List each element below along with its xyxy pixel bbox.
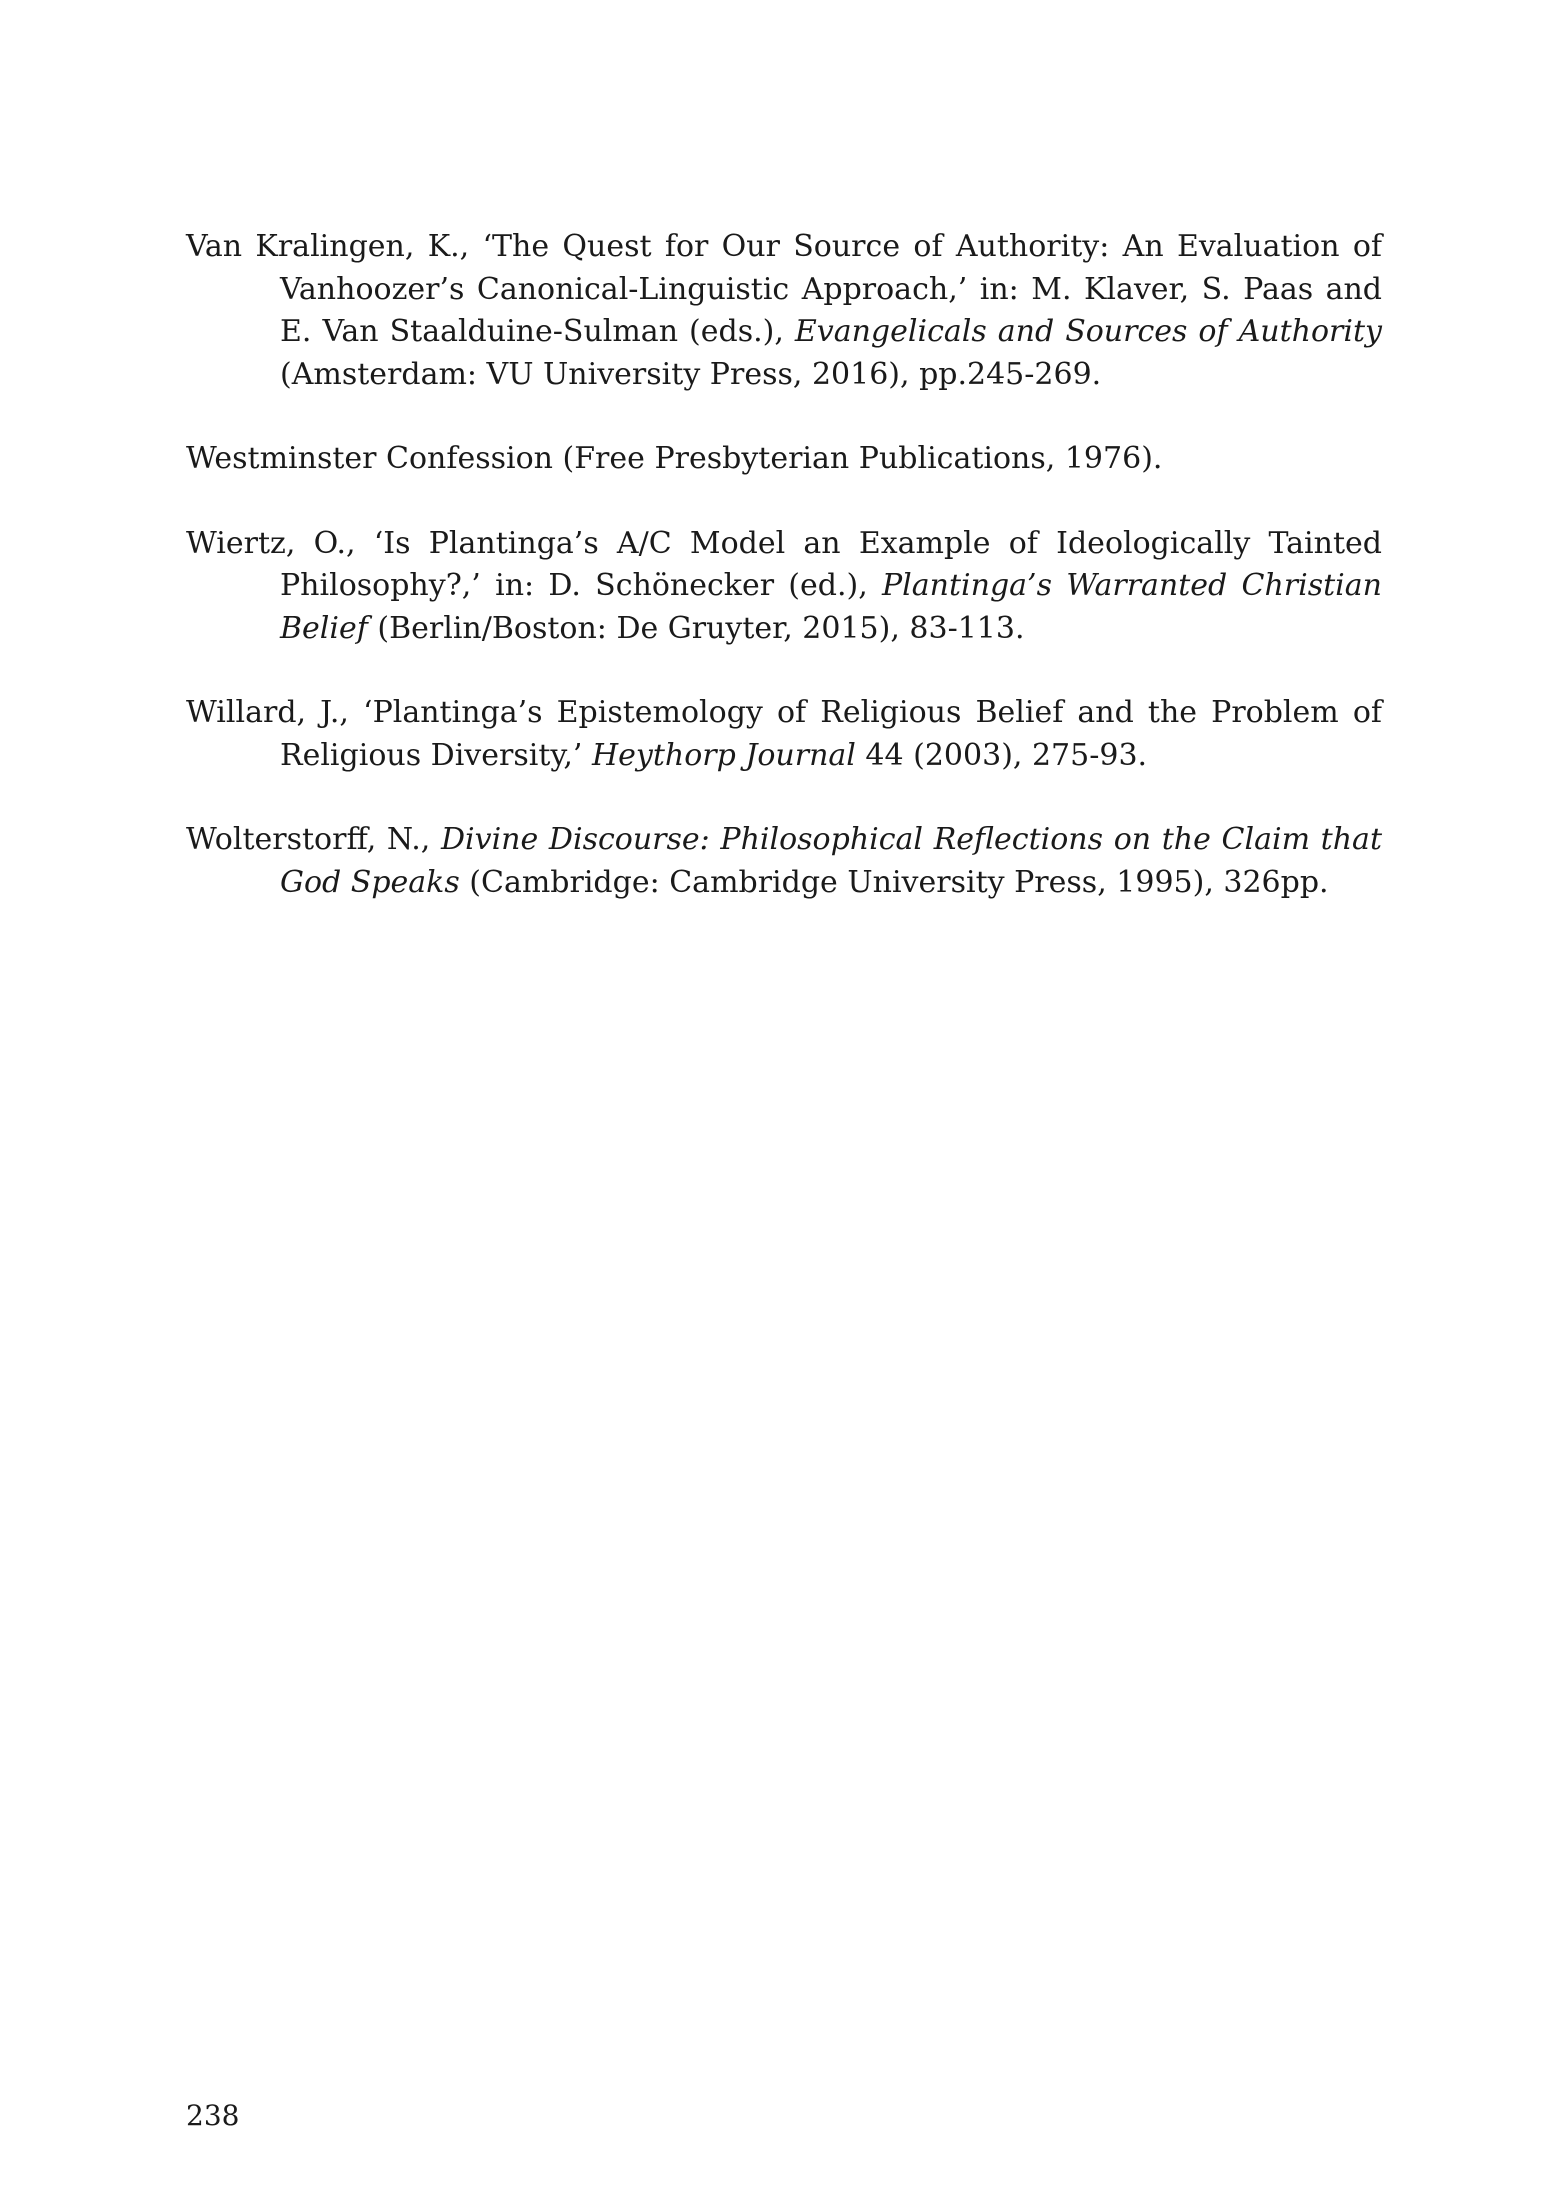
entry-title: Evangelicals and Sources of Authority (794, 314, 1382, 349)
entry-title: Divine Discourse: Philosophical Reflections on the Claim that God Speaks (280, 822, 1383, 900)
entry-text: (Cambridge: Cambridge University Press, 1995), 326pp. (459, 864, 1329, 900)
bibliography-list (186, 226, 1382, 946)
entry-text: Willard, J., ‘Plantinga’s Epistemology of Religious Belief and the Problem of Religious Diversity,’ (186, 695, 1382, 773)
entry-text: Wolterstorff, N., (186, 822, 441, 857)
entry-text: 44 (2003), 275-93. (855, 737, 1148, 773)
entry-text: (Amsterdam: VU University Press, 2016), pp.245-269. (280, 356, 1102, 392)
bibliography-entry-wiertz (186, 523, 1382, 651)
page-number: 238 (186, 2099, 240, 2132)
entry-text: Wiertz, O., ‘Is Plantinga’s A/C Model an Example of Ideologically Tainted Philosophy?,’ in: D. Schönecker (ed.), (186, 525, 1382, 603)
entry-title: Heythorp Journal (591, 737, 856, 773)
bibliography-entry-westminster (186, 438, 1382, 481)
entry-text: Westminster Confession (Free Presbyterian Publications, 1976). (186, 441, 1163, 476)
bibliography-entry-willard (186, 692, 1382, 777)
entry-title: Plantinga’s Warranted Christian Belief (280, 568, 1382, 646)
entry-text: Van Kralingen, K., ‘The Quest for Our Source of Authority: An Evaluation of Vanhoozer’s Canonical-Linguistic Approach,’ in: M. Klaver, S. Paas and E. Van Staalduine-Sulman (eds.), (186, 229, 1382, 349)
bibliography-entry-van-kralingen (186, 226, 1382, 396)
bibliography-entry-wolterstorff (186, 819, 1382, 904)
entry-text: (Berlin/Boston: De Gruyter, 2015), 83-113. (367, 610, 1025, 646)
